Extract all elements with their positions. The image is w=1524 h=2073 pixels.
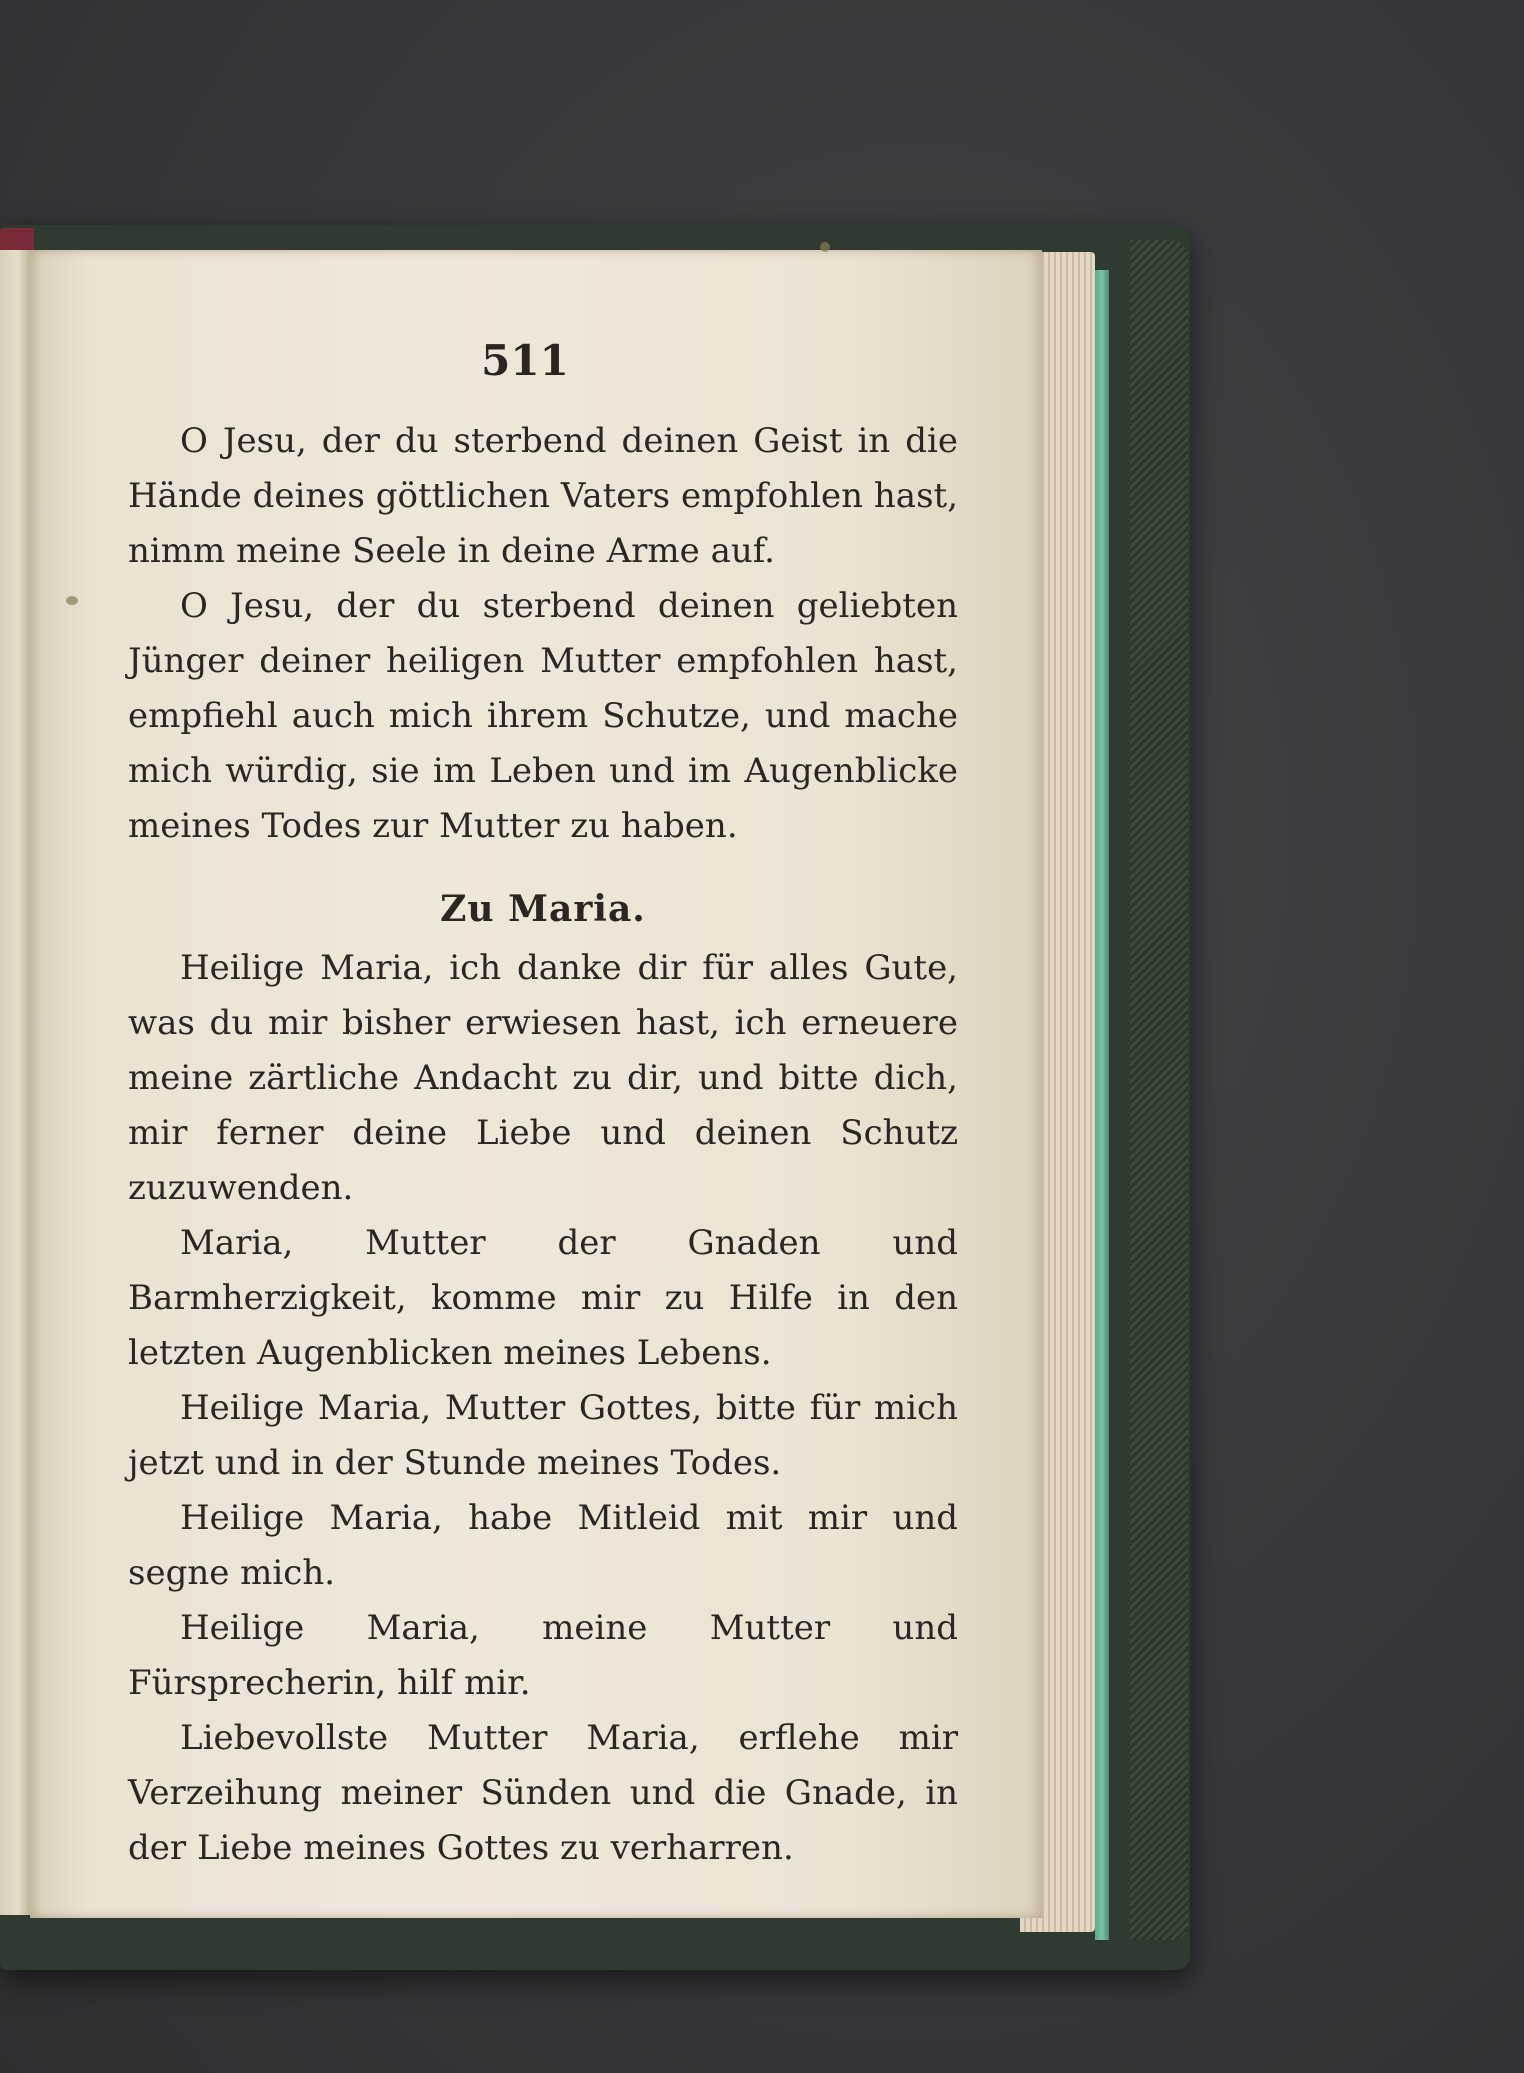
prayer-paragraph: Heilige Maria, ich danke dir für alles Gute, was du mir bisher erwiesen hast, ich erneuere meine zärtliche Andacht zu dir, und bitte dich, mir ferner deine Liebe und deinen Schutz zuzuwenden. xyxy=(128,948,958,1208)
prayer-paragraph: Maria, Mutter der Gnaden und Barmherzigkeit, komme mir zu Hilfe in den letzten Augenblicken meines Lebens. xyxy=(128,1223,958,1373)
prayer-paragraph: Heilige Maria, habe Mitleid mit mir und segne mich. xyxy=(128,1498,958,1593)
book-page xyxy=(30,250,1042,1918)
page-number: 511 xyxy=(481,336,569,385)
page-text xyxy=(128,414,958,1876)
prayer-paragraph: Liebevollste Mutter Maria, erflehe mir Verzeihung meiner Sünden und die Gnade, in der Liebe meines Gottes zu verharren. xyxy=(128,1718,958,1868)
green-page-edge xyxy=(1095,270,1109,1940)
prayer-paragraph: Heilige Maria, meine Mutter und Fürsprecherin, hilf mir. xyxy=(128,1608,958,1703)
paragraph: O Jesu, der du sterbend deinen Geist in die Hände deines göttlichen Vaters empfohlen hast, nimm meine Seele in deine Arme auf. xyxy=(128,421,958,571)
ink-spot xyxy=(820,242,830,252)
section-heading: Zu Maria. xyxy=(440,888,646,930)
left-page-edge xyxy=(0,250,30,1915)
ink-spot xyxy=(66,596,78,605)
paragraph: O Jesu, der du sterbend deinen geliebten Jünger deiner heiligen Mutter empfohlen hast, empfiehl auch mich ihrem Schutze, und mache mich würdig, sie im Leben und im Augenblicke meines Todes zur Mutter zu haben. xyxy=(128,586,958,846)
book-spine xyxy=(1130,240,1188,1940)
prayer-paragraph: Heilige Maria, Mutter Gottes, bitte für mich jetzt und in der Stunde meines Todes. xyxy=(128,1388,958,1483)
